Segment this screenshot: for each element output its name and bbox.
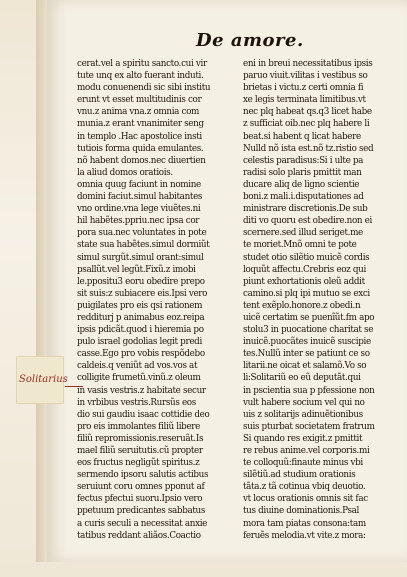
text-line: in templo .Hac apostolice insti: [77, 131, 202, 142]
text-line: beat.si habent q licat habere: [243, 131, 361, 142]
text-line: nõ habent domos.nec diuertien: [77, 155, 206, 166]
text-line: sit suis:z subiacere eis.Ipsi vero: [77, 288, 208, 299]
text-line: casse.Ego pro vobis respõdebo: [77, 349, 205, 360]
text-line: stolu3 in puocatione charitat se: [243, 325, 374, 336]
text-line: filiũ repromissionis.reseruãt.Is: [77, 433, 204, 444]
text-line: in vasis vestris.z habitate secur: [77, 385, 206, 396]
text-line: Si quando res exigit.z pmittit: [243, 433, 363, 444]
text-line: hil habẽtes.ppriu.nec ipsa cor: [77, 216, 200, 227]
text-line: re rebus anime.vel corporis.mi: [243, 446, 370, 456]
text-line: seruiunt coru omnes pponut af: [77, 482, 205, 493]
marginal-note: Solitarius: [19, 374, 68, 385]
text-line: tus diuine dominationis.Psal: [243, 506, 359, 517]
text-line: le.ppositu3 eoru obedire prepo: [77, 276, 205, 287]
left-text-column: [77, 58, 232, 542]
marginal-note-box: [16, 356, 68, 404]
text-line: a curis seculi a necessitat anxie: [77, 518, 208, 529]
text-line: redditurj p animabus eoz.reipa: [77, 312, 205, 323]
text-line: scernere.sed illud seriget.me: [243, 228, 363, 239]
text-line: diti vo quoru est obedire.non ei: [243, 216, 372, 227]
text-line: tatibus reddant aliãos.Coactio: [77, 530, 201, 541]
text-line: eos fructus negligũt spiritus.z: [77, 458, 200, 469]
running-head: De amore.: [196, 30, 304, 51]
text-line: omnia quug faciunt in nomine: [77, 179, 201, 190]
text-line: te colloquũ:finaute minus vbi: [243, 458, 363, 469]
text-line: suis pturbat societatem fratrum: [243, 421, 375, 432]
text-line: uicẽ certatim se puenĩũt.fm apo: [243, 312, 375, 323]
text-line: xe legis terminata limitibus.vt: [243, 95, 366, 106]
text-line: eni in breui necessitatibus ipsis: [243, 59, 373, 69]
text-line: loquũt affectu.Crebris eoz qui: [243, 264, 366, 275]
text-line: caldeis.q veniũt ad vos.vos at: [77, 361, 198, 372]
text-line: munia.z erant vnanimiter seng: [77, 119, 204, 130]
text-line: vult habere socium vel qui no: [243, 397, 365, 408]
text-line: erunt vt esset multitudinis cor: [77, 95, 202, 106]
text-line: ipsis pdicãt.quod i hieremia po: [77, 325, 204, 336]
text-line: ppetuum predicantes sabbatus: [77, 506, 206, 517]
text-line: in pscientia sua p pfessione non: [243, 385, 375, 396]
text-line: li:Solitariũ eo eũ deputãt.qui: [243, 373, 361, 384]
right-text-column: [243, 58, 395, 542]
text-line: z sufficiat oib.nec plq habere li: [243, 119, 370, 130]
text-line: Nulld nõ ista est.nõ tz.ristio sed: [243, 143, 374, 154]
text-line: mora tam piatas consona:tam: [243, 518, 366, 529]
text-line: litarii.ne oicat et salamõ.Vo so: [243, 361, 367, 372]
text-line: tes.Nullũ inter se patiunt ce so: [243, 349, 370, 360]
text-line: vno ordine.vna lege viuẽtes.ni: [77, 204, 201, 215]
text-line: pulo israel godolias legit predi: [77, 337, 202, 348]
text-line: inuicẽ.puocãtes inuicẽ suscipie: [243, 337, 371, 348]
text-line: ducare aliq de ligno scientie: [243, 179, 360, 190]
text-line: vt locus orationis omnis sit fac: [243, 494, 368, 505]
text-line: paruo viuit.vilitas i vestibus so: [243, 71, 368, 82]
text-line: simul surgũt.simul orant:simul: [77, 252, 204, 263]
text-line: cerat.vel a spiritu sancto.cui vir: [77, 59, 207, 69]
text-line: psallũt.vel legũt.Fixũ.z imobi: [77, 264, 196, 275]
text-line: brietas i victu.z certi omnia fi: [243, 83, 364, 94]
text-line: domini faciut.simul habitantes: [77, 192, 203, 203]
text-line: state sua habẽtes.simul dormiũt: [77, 240, 210, 251]
text-line: boni.z mali.i.disputationes ad: [243, 192, 364, 203]
text-line: radisi solo plaris pmittit man: [243, 167, 362, 178]
text-line: mael filiũ seruitutis.cũ propter: [77, 446, 203, 456]
text-line: colligite frumetũ.vinũ.z oleum: [77, 373, 201, 384]
text-line: silẽtiũ.ad studium orationis: [243, 470, 356, 481]
text-line: piunt exhortationis oleũ addit: [243, 276, 365, 287]
text-line: studet otio silẽtio muicẽ cordis: [243, 252, 370, 263]
text-line: pro eis immolantes filiũ libere: [77, 421, 201, 432]
text-line: pora sua.nec voluntates in pote: [77, 228, 207, 239]
text-line: tent exẽplo.honore.z obedi.n: [243, 300, 361, 311]
text-line: fectus pfectui suoru.Ipsio vero: [77, 494, 203, 505]
text-line: puigilates pro eis qsi rationem: [77, 300, 203, 311]
text-line: dio sui gaudiu isaac cottidie deo: [77, 409, 210, 420]
text-line: la aliud domos oratiois.: [77, 167, 173, 178]
text-line: in vrbibus vestris.Rursũs eos: [77, 397, 196, 408]
text-line: uis z solitarijs adinuẽtionibus: [243, 409, 363, 420]
text-line: camino.si plq ipi mutuo se exci: [243, 288, 370, 299]
text-line: nec plq habeat qs.q3 licet habe: [243, 107, 372, 118]
text-line: vnu.z anima vna.z omnia com: [77, 107, 200, 118]
text-line: te moriet.Mnõ omni te pote: [243, 240, 357, 251]
text-line: modu conuenendi sic sibi institu: [77, 83, 211, 94]
text-line: ministrare discretionis.De sub: [243, 204, 368, 215]
text-line: feruẽs melodia.vt vite.z mora:: [243, 530, 366, 541]
text-line: sermendo ipsoru salutis actibus: [77, 470, 209, 481]
text-line: tutiois forma quida emulantes.: [77, 143, 204, 154]
text-line: tãta.z tã cotinua vbiq deuotio.: [243, 482, 366, 493]
text-line: tute unq ex alto fuerant induti.: [77, 71, 204, 82]
text-line: celestis paradisus:Si i ulte pa: [243, 155, 364, 166]
